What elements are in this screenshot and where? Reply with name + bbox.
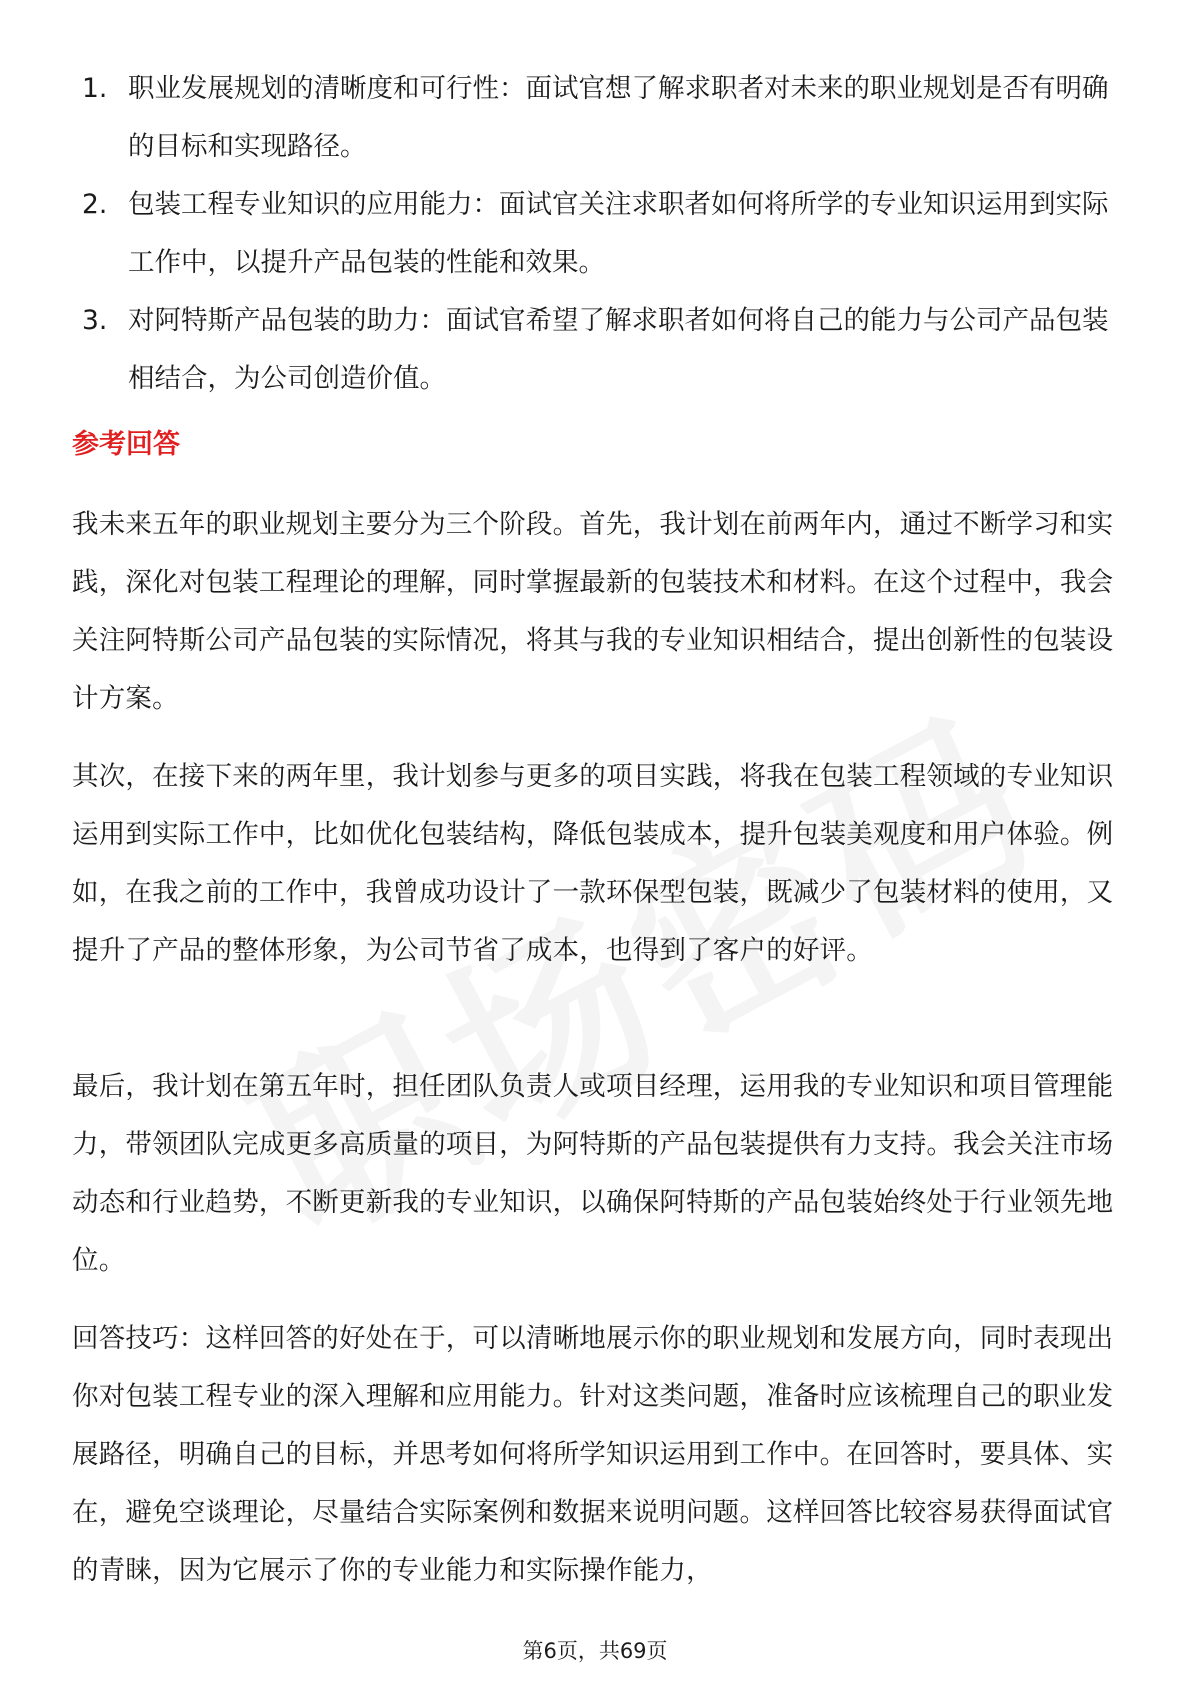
list-number: 3. (82, 305, 108, 336)
answer-paragraph: 我未来五年的职业规划主要分为三个阶段。首先，我计划在前两年内，通过不断学习和实践，深化对包装工程理论的理解，同时掌握最新的包装技术和材料。在这个过程中，我会关注阿特斯公司产品包装的实际情况，将其与我的专业知识相结合，提出创新性的包装设计方案。 (72, 509, 1114, 714)
list-text: 包装工程专业知识的应用能力：面试官关注求职者如何将所学的专业知识运用到实际工作中，以提升产品包装的性能和效果。 (128, 189, 1109, 278)
answer-paragraph: 其次，在接下来的两年里，我计划参与更多的项目实践，将我在包装工程领域的专业知识运用到实际工作中，比如优化包装结构，降低包装成本，提升包装美观度和用户体验。例如，在我之前的工作中，我曾成功设计了一款环保型包装，既减少了包装材料的使用，又提升了产品的整体形象，为公司节省了成本，也得到了客户的好评。 (72, 761, 1114, 966)
tips-paragraph: 回答技巧：这样回答的好处在于，可以清晰地展示你的职业规划和发展方向，同时表现出你对包装工程专业的深入理解和应用能力。针对这类问题，准备时应该梳理自己的职业发展路径，明确自己的目标，并思考如何将所学知识运用到工作中。在回答时，要具体、实在，避免空谈理论，尽量结合实际案例和数据来说明问题。这样回答比较容易获得面试官的青睐，因为它展示了你的专业能力和实际操作能力， (72, 1323, 1114, 1586)
list-text: 对阿特斯产品包装的助力：面试官希望了解求职者如何将自己的能力与公司产品包装相结合，为公司创造价值。 (128, 305, 1109, 394)
list-number: 2. (82, 189, 108, 220)
page-number: 第6页，共69页 (522, 1639, 668, 1663)
answer-paragraph: 最后，我计划在第五年时，担任团队负责人或项目经理，运用我的专业知识和项目管理能力，带领团队完成更多高质量的项目，为阿特斯的产品包装提供有力支持。我会关注市场动态和行业趋势，不断更新我的专业知识，以确保阿特斯的产品包装始终处于行业领先地位。 (72, 1071, 1114, 1276)
section-heading: 参考回答 (72, 429, 180, 460)
focus-point-list (82, 60, 1122, 408)
list-item (82, 176, 1122, 292)
list-text: 职业发展规划的清晰度和可行性：面试官想了解求职者对未来的职业规划是否有明确的目标和实现路径。 (128, 73, 1109, 162)
list-item (82, 60, 1122, 176)
list-number: 1. (82, 73, 108, 104)
list-item (82, 292, 1122, 408)
